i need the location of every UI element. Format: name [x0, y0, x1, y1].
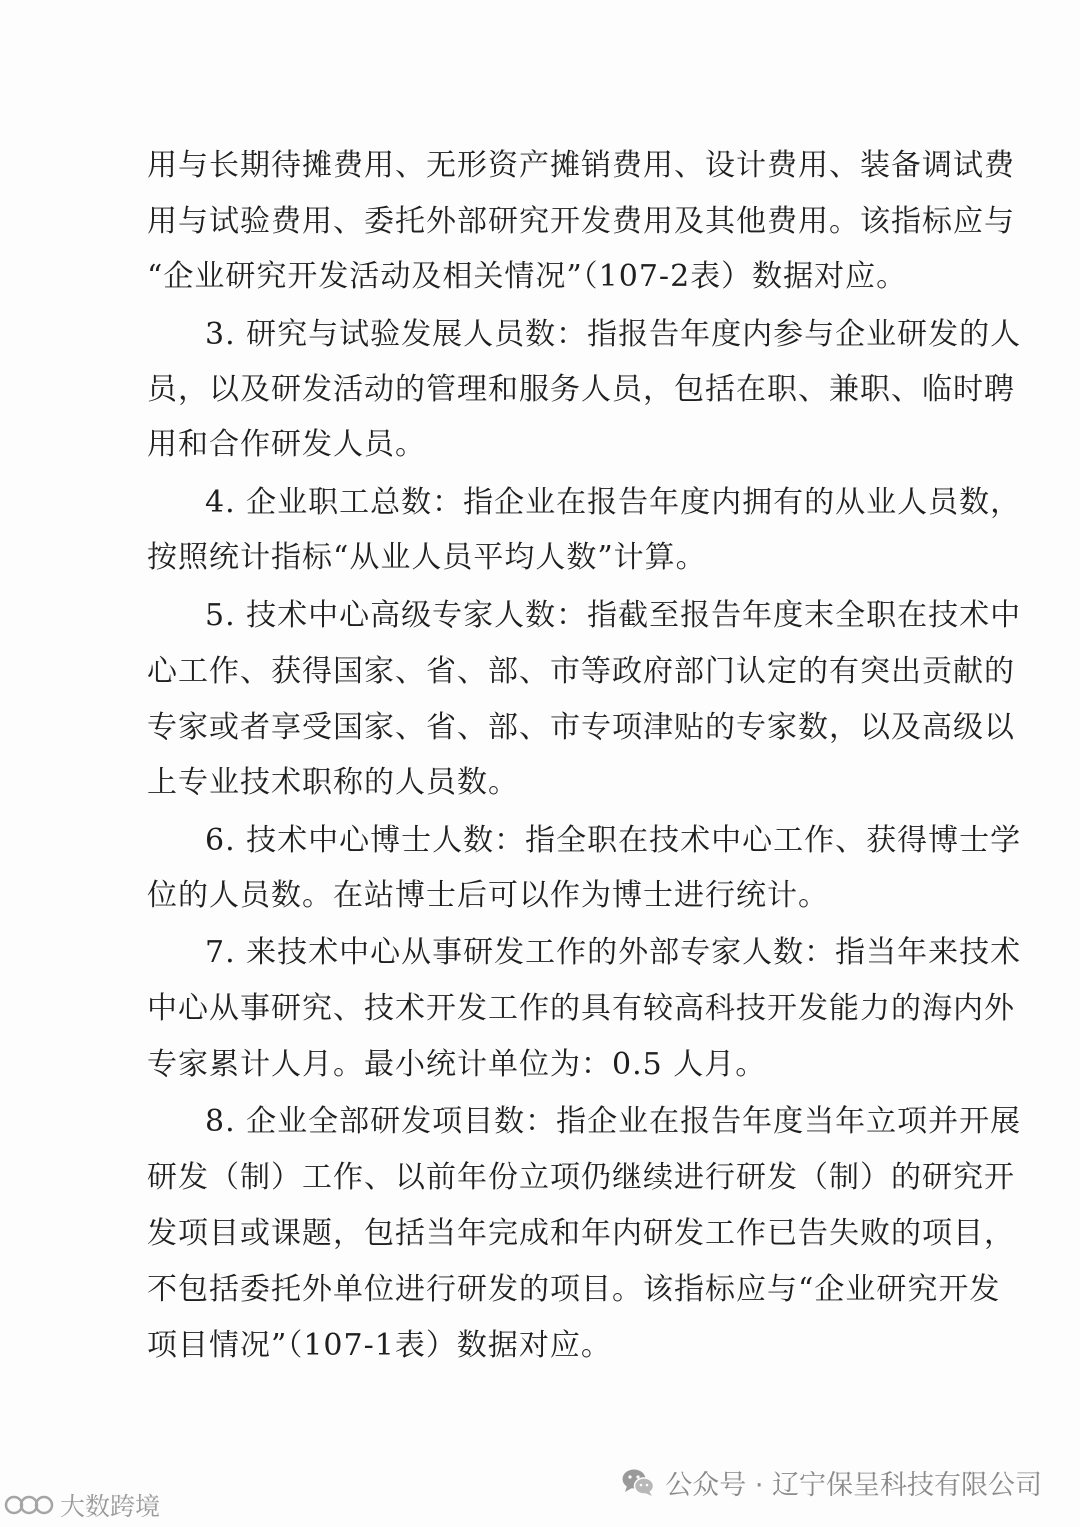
text-line: 7. 来技术中心从事研发工作的外部专家人数：指当年来技术	[205, 935, 1022, 970]
wechat-account-label: 公众号 · 辽宁保呈科技有限公司	[665, 1469, 1042, 1501]
text-line: 按照统计指标“从业人员平均人数”计算。	[147, 540, 707, 575]
wechat-icon	[621, 1467, 655, 1497]
text-line: 员，以及研发活动的管理和服务人员，包括在职、兼职、临时聘	[147, 372, 1015, 407]
text-line: 研发（制）工作、以前年份立项仍继续进行研发（制）的研究开	[147, 1160, 1015, 1195]
source-logo-icon	[4, 1492, 54, 1518]
text-line: 项目情况”（107-1表）数据对应。	[147, 1328, 612, 1363]
text-line: 用与长期待摊费用、无形资产摊销费用、设计费用、装备调试费	[147, 148, 1015, 183]
text-line: 4. 企业职工总数：指企业在报告年度内拥有的从业人员数，	[205, 485, 1022, 520]
text-line: 中心从事研究、技术开发工作的具有较高科技开发能力的海内外	[147, 991, 1015, 1026]
text-line: 发项目或课题，包括当年完成和年内研发工作已告失败的项目，	[147, 1216, 1015, 1251]
text-line: 位的人员数。在站博士后可以作为博士进行统计。	[147, 878, 829, 913]
text-line: 5. 技术中心高级专家人数：指截至报告年度末全职在技术中	[205, 598, 1022, 633]
text-line: 用和合作研发人员。	[147, 427, 426, 462]
text-line: 专家累计人月。最小统计单位为：0.5 人月。	[147, 1047, 767, 1082]
text-line: 用与试验费用、委托外部研究开发费用及其他费用。该指标应与	[147, 204, 1015, 239]
text-line: 专家或者享受国家、省、部、市专项津贴的专家数，以及高级以	[147, 710, 1015, 745]
text-line: 上专业技术职称的人员数。	[147, 765, 519, 800]
text-line: 3. 研究与试验发展人员数：指报告年度内参与企业研发的人	[205, 317, 1022, 352]
wechat-account-watermark	[621, 1462, 1042, 1502]
text-line: “企业研究开发活动及相关情况”（107-2表）数据对应。	[147, 259, 908, 294]
text-line: 8. 企业全部研发项目数：指企业在报告年度当年立项并开展	[205, 1104, 1022, 1139]
source-watermark	[4, 1488, 160, 1522]
text-line: 不包括委托外单位进行研发的项目。该指标应与“企业研究开发	[147, 1272, 1001, 1307]
text-line: 心工作、获得国家、省、部、市等政府部门认定的有突出贡献的	[147, 654, 1015, 689]
source-label: 大数跨境	[60, 1492, 161, 1521]
text-line: 6. 技术中心博士人数：指全职在技术中心工作、获得博士学	[205, 823, 1022, 858]
